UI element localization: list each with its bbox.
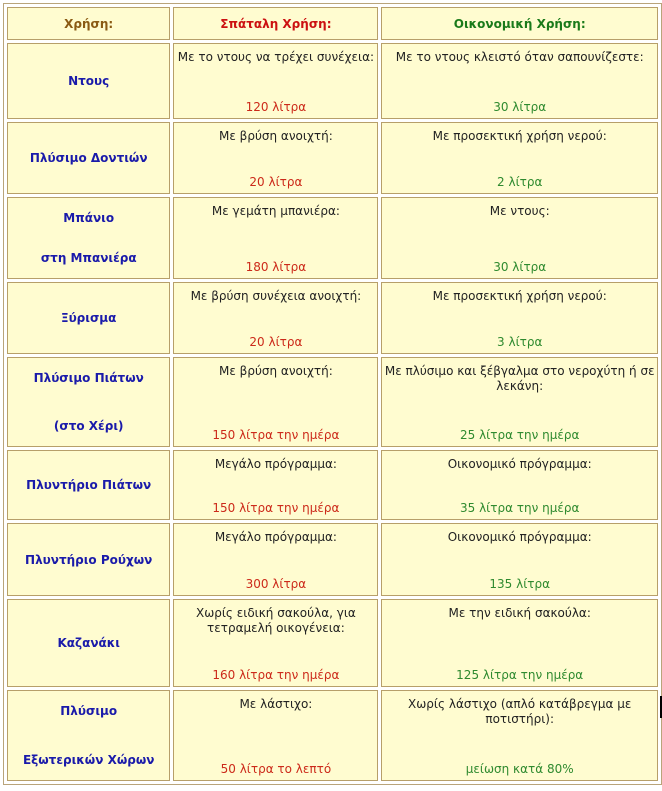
waste-amount: 120 λίτρα (245, 100, 307, 114)
waste-amount: 20 λίτρα (249, 175, 303, 189)
usage-cell (7, 197, 170, 279)
eco-cell (381, 523, 658, 596)
eco-cell (381, 690, 658, 781)
eco-cell (381, 282, 658, 354)
usage-cell (7, 523, 170, 596)
eco-amount: 2 λίτρα (497, 175, 543, 189)
table-row (7, 357, 658, 447)
waste-description: Χωρίς ειδική σακούλα, για τετραμελή οικογένεια: (195, 606, 356, 635)
eco-cell (381, 43, 658, 119)
eco-amount: 30 λίτρα (493, 260, 547, 274)
waste-cell (173, 122, 378, 194)
waste-cell (173, 690, 378, 781)
waste-description: Με το ντους να τρέχει συνέχεια: (177, 50, 375, 64)
eco-description: Οικονομικό πρόγραμμα: (447, 457, 592, 471)
eco-amount: 3 λίτρα (497, 335, 543, 349)
waste-description: Με λάστιχο: (239, 697, 313, 711)
usage-cell (7, 599, 170, 687)
eco-description: Με προσεκτική χρήση νερού: (432, 289, 607, 303)
waste-amount: 160 λίτρα την ημέρα (212, 668, 340, 682)
eco-amount: 30 λίτρα (493, 100, 547, 114)
usage-label: Πλυντήριο Ρούχων (25, 552, 153, 567)
waste-description: Με βρύση συνέχεια ανοιχτή: (190, 289, 362, 303)
eco-cell (381, 599, 658, 687)
header-eco: Οικονομική Χρήση: (381, 7, 658, 40)
usage-cell (7, 690, 170, 781)
waste-cell (173, 43, 378, 119)
table-row (7, 197, 658, 279)
table-row (7, 690, 658, 781)
header-waste: Σπάταλη Χρήση: (173, 7, 378, 40)
usage-cell (7, 122, 170, 194)
waste-cell (173, 197, 378, 279)
usage-cell (7, 43, 170, 119)
eco-amount: 35 λίτρα την ημέρα (459, 501, 580, 515)
eco-description: Με το ντους κλειστό όταν σαπουνίζεστε: (395, 50, 644, 64)
eco-description: Με ντους: (489, 204, 550, 218)
waste-amount: 50 λίτρα το λεπτό (220, 762, 332, 776)
waste-amount: 20 λίτρα (249, 335, 303, 349)
header-row (7, 7, 658, 40)
usage-label: στη Μπανιέρα (40, 251, 137, 265)
eco-description: Οικονομικό πρόγραμμα: (447, 530, 592, 544)
waste-description: Με βρύση ανοιχτή: (219, 129, 333, 143)
usage-label: (στο Χέρι) (53, 419, 124, 433)
usage-label: Ξύρισμα (61, 311, 117, 325)
waste-cell (173, 599, 378, 687)
usage-cell (7, 450, 170, 520)
eco-amount: μείωση κατά 80% (465, 762, 574, 776)
waste-description: Με βρύση ανοιχτή: (219, 364, 333, 378)
usage-label: Πλύσιμο Δοντιών (29, 151, 148, 165)
usage-cell (7, 357, 170, 447)
table-row (7, 43, 658, 119)
waste-cell (173, 282, 378, 354)
waste-amount: 180 λίτρα (245, 260, 307, 274)
eco-description: Με πλύσιμο και ξέβγαλμα στο νεροχύτη ή σε λεκάνη: (384, 364, 655, 393)
table-row (7, 450, 658, 520)
eco-description: Χωρίς λάστιχο (απλό κατάβρεγμα με ποτιστήρι): (408, 697, 632, 726)
eco-cell (381, 357, 658, 447)
waste-cell (173, 523, 378, 596)
eco-cell (381, 450, 658, 520)
table-row (7, 599, 658, 687)
table-row (7, 122, 658, 194)
waste-cell (173, 450, 378, 520)
table-row (7, 523, 658, 596)
waste-amount: 150 λίτρα την ημέρα (212, 501, 340, 515)
header-use: Χρήση: (7, 7, 170, 40)
waste-amount: 150 λίτρα την ημέρα (212, 428, 340, 442)
usage-label: Ντους (68, 74, 110, 88)
usage-label: Πλύσιμο (60, 704, 118, 718)
waste-description: Με γεμάτη μπανιέρα: (211, 204, 340, 218)
usage-label: Μπάνιο (63, 211, 115, 225)
eco-description: Με προσεκτική χρήση νερού: (432, 129, 607, 143)
usage-label: Εξωτερικών Χώρων (22, 753, 155, 767)
waste-description: Μεγάλο πρόγραμμα: (214, 457, 337, 471)
waste-amount: 300 λίτρα (245, 577, 307, 591)
waste-cell (173, 357, 378, 447)
eco-amount: 125 λίτρα την ημέρα (456, 668, 584, 682)
water-usage-table (3, 3, 662, 785)
eco-cell (381, 197, 658, 279)
usage-label: Καζανάκι (57, 636, 120, 650)
table-row (7, 282, 658, 354)
usage-label: Πλυντήριο Πιάτων (26, 478, 152, 492)
usage-cell (7, 282, 170, 354)
eco-description: Με την ειδική σακούλα: (448, 606, 591, 620)
waste-description: Μεγάλο πρόγραμμα: (214, 530, 337, 544)
usage-label: Πλύσιμο Πιάτων (33, 371, 144, 385)
eco-amount: 135 λίτρα (489, 577, 551, 591)
eco-amount: 25 λίτρα την ημέρα (459, 428, 580, 442)
eco-cell (381, 122, 658, 194)
